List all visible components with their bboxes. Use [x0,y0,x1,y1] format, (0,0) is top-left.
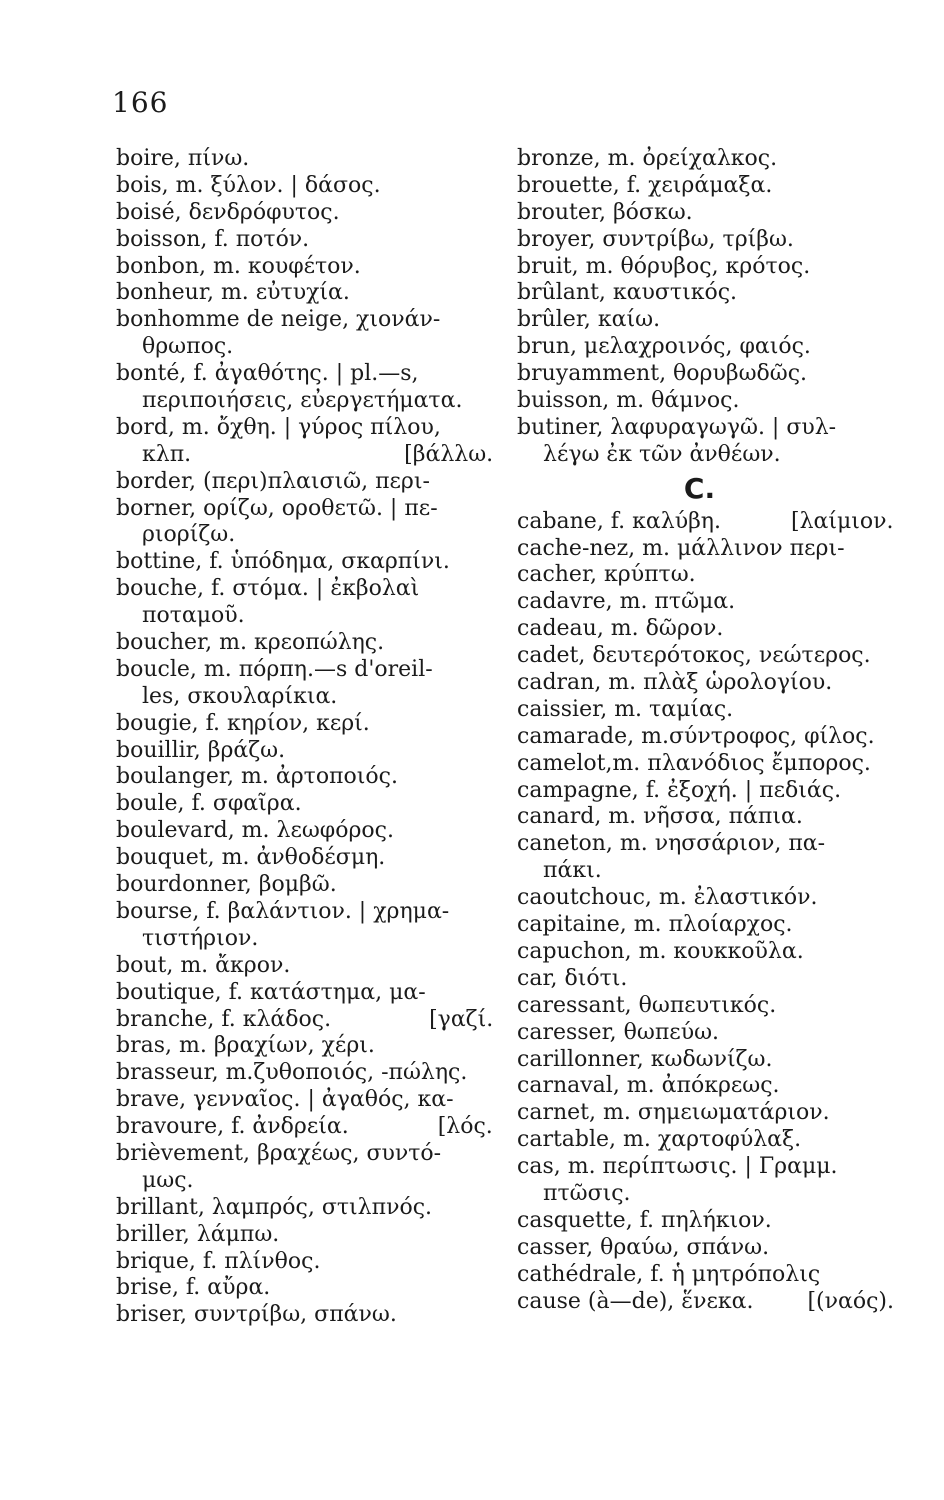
dictionary-line [517,724,902,751]
dictionary-line [116,657,501,684]
dictionary-line [517,1154,902,1181]
entry-text: boucle, m. πόρπη.—s d'oreil- [116,656,433,682]
dictionary-line [517,1073,902,1100]
dictionary-line [116,200,501,227]
entry-text: buisson, m. θάμνος. [517,388,740,414]
dictionary-line [116,1141,501,1168]
dictionary-line [517,388,902,415]
entry-text: bourse, f. βαλάντιον. | χρημα- [116,898,450,924]
dictionary-line [517,993,902,1020]
entry-text: boisé, δενδρόφυτος. [116,199,340,225]
entry-text: casquette, f. πηλήκιον. [517,1207,772,1233]
entry-text: brièvement, βραχέως, συντό- [116,1140,442,1166]
dictionary-line [517,858,902,885]
entry-continuation: [λαίμιον. [790,508,894,534]
dictionary-line [517,589,902,616]
entry-text: cadeau, m. δῶρον. [517,616,724,642]
entry-text: bravoure, f. ἀνδρεία. [116,1114,349,1140]
entry-text: bonté, f. ἀγαθότης. | pl.—s, [116,361,419,387]
entry-continuation: [βάλλω. [404,441,494,467]
dictionary-line [517,697,902,724]
entry-continuation: [(ναός). [807,1288,895,1314]
dictionary-line [116,953,501,980]
entry-text: πτῶσις. [543,1180,631,1206]
dictionary-line [116,711,501,738]
entry-text: bouquet, m. ἀνθοδέσμη. [116,845,386,871]
dictionary-line [116,388,501,415]
dictionary-line [116,1168,501,1195]
section-heading: C. [683,471,716,505]
dictionary-line [517,536,902,563]
dictionary-line [116,307,501,334]
dictionary-line [116,1114,501,1141]
dictionary-line [116,280,501,307]
entry-text: bourdonner, βομβῶ. [116,872,337,898]
entry-text: ριορίζω. [142,522,236,548]
entry-text: bruit, m. θόρυβος, κρότος. [517,253,811,279]
dictionary-line [517,1208,902,1235]
dictionary-line [116,361,501,388]
entry-text: θρωπος. [142,334,234,360]
entry-text: brun, μελαχροινός, φαιός. [517,334,811,360]
dictionary-line [517,254,902,281]
dictionary-line [116,899,501,926]
dictionary-line [116,630,501,657]
entry-text: caoutchouc, m. ἐλαστικόν. [517,885,818,911]
dictionary-line [517,1181,902,1208]
dictionary-line [116,549,501,576]
dictionary-line [116,227,501,254]
dictionary-line [517,885,902,912]
dictionary-line [517,1127,902,1154]
entry-text: cabane, f. καλύβη. [517,508,721,534]
dictionary-line [116,684,501,711]
entry-text: brasseur, m.ζυθοποιός, -πώλης. [116,1060,468,1086]
entry-text: branche, f. κλάδος. [116,1006,332,1032]
entry-text: bord, m. ὄχθη. | γύρος πίλου, [116,414,441,440]
entry-text: bouillir, βράζω. [116,737,286,763]
entry-text: bonheur, m. εὐτυχία. [116,280,350,306]
dictionary-line [517,200,902,227]
dictionary-line [517,1289,902,1316]
dictionary-line [116,254,501,281]
dictionary-line [517,1020,902,1047]
entry-text: capuchon, m. κουκκοῦλα. [517,938,804,964]
dictionary-line [517,562,902,589]
entry-text: bout, m. ἄκρον. [116,952,291,978]
entry-text: περιποιήσεις, εὐεργετήματα. [142,388,463,414]
entry-text: car, διότι. [517,965,628,991]
dictionary-line [517,831,902,858]
dictionary-line [517,643,902,670]
entry-text: camarade, m.σύντροφος, φίλος. [517,723,875,749]
entry-text: boucher, m. κρεοπώλης. [116,630,385,656]
dictionary-line [116,1302,501,1329]
entry-text: carillonner, κωδωνίζω. [517,1046,773,1072]
dictionary-line [517,804,902,831]
entry-text: carnet, m. σημειωματάριον. [517,1100,830,1126]
dictionary-line [116,1275,501,1302]
entry-text: bronze, m. ὀρείχαλκος. [517,146,778,171]
dictionary-line [517,1262,902,1289]
entry-text: brise, f. αὔρα. [116,1275,271,1301]
dictionary-line [116,522,501,549]
dictionary-line [517,280,902,307]
dictionary-line [517,616,902,643]
entry-text: bougie, f. κηρίον, κερί. [116,710,370,736]
entry-text: briller, λάμπω. [116,1221,280,1247]
entry-text: caresser, θωπεύω. [517,1019,720,1045]
dictionary-line [116,1007,501,1034]
dictionary-line [116,576,501,603]
dictionary-line [517,442,902,469]
dictionary-line [116,1222,501,1249]
dictionary-line [517,509,902,536]
entry-text: bouche, f. στόμα. | ἐκβολαὶ [116,576,420,602]
dictionary-line [116,1033,501,1060]
entry-text: briser, συντρίβω, σπάνω. [116,1302,397,1328]
entry-text: bonbon, m. κουφέτον. [116,253,361,279]
dictionary-line [517,173,902,200]
entry-text: butiner, λαφυραγωγῶ. | συλ- [517,414,837,440]
entry-text: cas, m. περίπτωσις. | Γραμμ. [517,1154,838,1180]
entry-text: cadavre, m. πτῶμα. [517,589,736,615]
dictionary-line [116,791,501,818]
entry-text: πάκι. [543,858,602,884]
entry-text: brouette, f. χειράμαξα. [517,172,773,198]
entry-text: border, (περι)πλαισιῶ, περι- [116,468,430,494]
entry-text: brûler, καίω. [517,307,661,333]
dictionary-line [517,912,902,939]
entry-text: λέγω ἐκ τῶν ἀνθέων. [543,441,781,467]
entry-text: boule, f. σφαῖρα. [116,791,302,817]
dictionary-line [517,415,902,442]
dictionary-line [116,415,501,442]
dictionary-line [517,227,902,254]
dictionary-line [517,778,902,805]
dictionary-line [116,980,501,1007]
entry-text: broyer, συντρίβω, τρίβω. [517,226,794,252]
dictionary-line [116,469,501,496]
entry-text: boutique, f. κατάστημα, μα- [116,979,426,1005]
dictionary-line [116,764,501,791]
dictionary-line [116,146,501,173]
entry-text: caneton, m. νησσάριον, πα- [517,831,826,857]
entry-text: caissier, m. ταμίας. [517,696,734,722]
dictionary-line [116,1087,501,1114]
entry-text: camelot,m. πλανόδιος ἔμπορος. [517,750,871,776]
dictionary-line [517,1235,902,1262]
dictionary-line [116,1060,501,1087]
entry-text: bonhomme de neige, χιονάν- [116,307,441,333]
entry-text: cadet, δευτερότοκος, νεώτερος. [517,643,871,669]
entry-text: boulevard, m. λεωφόρος. [116,818,394,844]
dictionary-line [517,361,902,388]
entry-text: brave, γενναῖος. | ἀγαθός, κα- [116,1087,454,1113]
entry-text: bottine, f. ὑπόδημα, σκαρπίνι. [116,549,450,575]
dictionary-line [517,334,902,361]
entry-text: cache-nez, m. μάλλινον περι- [517,535,845,561]
entry-text: boire, πίνω. [116,146,250,171]
entry-text: brique, f. πλίνθος. [116,1248,321,1274]
entry-text: cadran, m. πλὰξ ὡρολογίου. [517,670,833,696]
entry-text: canard, m. νῆσσα, πάπια. [517,804,803,830]
dictionary-line [517,307,902,334]
dictionary-line [517,670,902,697]
entry-text: borner, ορίζω, οροθετῶ. | πε- [116,495,438,521]
entry-text: caressant, θωπευτικός. [517,992,777,1018]
dictionary-line [116,334,501,361]
entry-text: campagne, f. ἐξοχή. | πεδιάς. [517,777,842,803]
dictionary-line [116,845,501,872]
entry-text: boisson, f. ποτόν. [116,226,310,252]
entry-text: casser, θραύω, σπάνω. [517,1234,770,1260]
dictionary-line [116,738,501,765]
right-column [517,146,902,1315]
dictionary-line [116,818,501,845]
dictionary-line [517,1100,902,1127]
entry-continuation: [λός. [437,1114,493,1140]
dictionary-line [116,1195,501,1222]
entry-text: κλπ. [142,441,192,467]
entry-text: cacher, κρύπτω. [517,562,696,588]
entry-text: ποταμοῦ. [142,603,245,629]
dictionary-line [116,603,501,630]
dictionary-line [517,966,902,993]
page-number: 166 [112,86,169,119]
entry-text: bruyamment, θορυβωδῶς. [517,361,808,387]
entry-text: les, σκουλαρίκια. [142,683,338,709]
entry-text: boulanger, m. ἀρτοποιός. [116,764,398,790]
entry-text: bras, m. βραχίων, χέρι. [116,1033,375,1059]
dictionary-line [116,173,501,200]
dictionary-line [116,496,501,523]
entry-text: brillant, λαμπρός, στιλπνός. [116,1194,433,1220]
entry-text: cause (à—de), ἕνεκα. [517,1288,754,1314]
dictionary-line [116,1249,501,1276]
entry-text: bois, m. ξύλον. | δάσος. [116,172,381,198]
dictionary-line [116,872,501,899]
entry-text: μως. [142,1167,194,1193]
dictionary-line [517,146,902,173]
entry-text: τιστήριον. [142,925,259,951]
entry-text: cartable, m. χαρτοφύλαξ. [517,1127,802,1153]
entry-text: cathédrale, f. ἡ μητρόπολις [517,1261,821,1287]
entry-continuation: [γαζί. [429,1006,494,1032]
dictionary-line [116,442,501,469]
dictionary-line [517,751,902,778]
left-column [116,146,501,1329]
dictionary-line [116,926,501,953]
dictionary-line [517,1047,902,1074]
dictionary-line [517,939,902,966]
entry-text: capitaine, m. πλοίαρχος. [517,912,793,938]
entry-text: carnaval, m. ἀπόκρεως. [517,1073,780,1099]
entry-text: brûlant, καυστικός. [517,280,738,306]
entry-text: brouter, βόσκω. [517,199,693,225]
